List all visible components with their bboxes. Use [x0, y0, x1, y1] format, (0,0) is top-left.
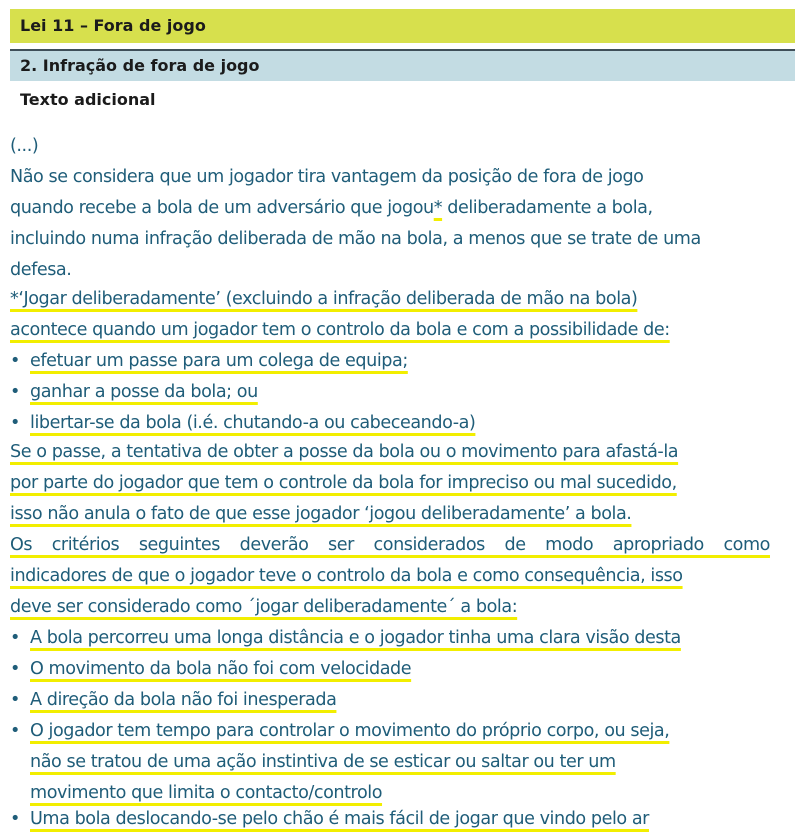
para1-text: deliberadamente a bola,: [442, 198, 653, 218]
para3-text: deve ser considerado como ´jogar deliberadamente´ a bola:: [10, 597, 518, 617]
para2-line: [10, 468, 677, 499]
bullet-icon: •: [10, 351, 20, 371]
bullet-icon: •: [10, 809, 20, 829]
para2-line: [10, 499, 631, 530]
list-item-text: A bola percorreu uma longa distância e o jogador tinha uma clara visão desta: [30, 628, 681, 648]
bullet-icon: •: [10, 690, 20, 710]
bullet-icon: •: [10, 721, 20, 741]
bullet-icon: •: [10, 382, 20, 402]
list-item-continuation: [10, 747, 616, 778]
bullet-icon: •: [10, 659, 20, 679]
list-item-text: ganhar a posse da bola; ou: [30, 382, 258, 402]
list-item: [10, 377, 258, 408]
list-item-text: A direção da bola não foi inesperada: [30, 690, 337, 710]
para1-line: incluindo numa infração deliberada de mão na bola, a menos que se trate de uma: [10, 229, 701, 249]
list-item: [10, 654, 411, 685]
list-item-text: Uma bola deslocando-se pelo chão é mais fácil de jogar que vindo pelo ar: [30, 809, 649, 829]
para3-text: Os critérios seguintes deverão ser considerados de modo apropriado como: [10, 535, 770, 555]
list-item: [10, 716, 669, 747]
definition-line: [10, 315, 670, 346]
para2-text: por parte do jogador que tem o controle da bola for impreciso ou mal sucedido,: [10, 473, 677, 493]
section-title: 2. Infração de fora de jogo: [20, 56, 260, 75]
definition-line: [10, 284, 637, 315]
list-item: [10, 408, 475, 439]
definition-text: *‘Jogar deliberadamente’ (excluindo a infração deliberada de mão na bola): [10, 289, 638, 309]
law-title-band: [10, 9, 795, 43]
list-item-text: O jogador tem tempo para controlar o movimento do próprio corpo, ou seja,: [30, 721, 670, 741]
list-item-text: libertar-se da bola (i.é. chutando-a ou cabeceando-a): [30, 413, 476, 433]
ellipsis: (...): [10, 136, 39, 156]
para1-line: [10, 193, 653, 224]
para1-line: defesa.: [10, 260, 72, 280]
sub-title-band: [10, 85, 795, 115]
bullet-icon: •: [10, 413, 20, 433]
list-item-text: efetuar um passe para um colega de equipa;: [30, 351, 408, 371]
para2-line: [10, 437, 678, 468]
list-item: [10, 623, 681, 654]
document-page: [10, 9, 795, 115]
list-item-text: não se tratou de uma ação instintiva de se esticar ou saltar ou ter um: [30, 752, 616, 772]
list-item: [10, 685, 336, 716]
footnote-marker: *: [433, 198, 443, 218]
para2-text: Se o passe, a tentativa de obter a posse da bola ou o movimento para afastá-la: [10, 442, 679, 462]
para3-line: [10, 592, 517, 623]
para1-line: Não se considera que um jogador tira vantagem da posição de fora de jogo: [10, 167, 644, 187]
list-item-text: movimento que limita o contacto/controlo: [30, 783, 383, 803]
section-title-band: [10, 49, 795, 81]
list-item-text: O movimento da bola não foi com velocidade: [30, 659, 412, 679]
law-title: Lei 11 – Fora de jogo: [20, 16, 206, 35]
definition-text: acontece quando um jogador tem o controlo da bola e com a possibilidade de:: [10, 320, 670, 340]
para3-line: [10, 561, 683, 592]
bullet-icon: •: [10, 628, 20, 648]
list-item: [10, 804, 649, 835]
para1-text: quando recebe a bola de um adversário que jogou: [10, 198, 434, 218]
para3-text: indicadores de que o jogador teve o controlo da bola e como consequência, isso: [10, 566, 683, 586]
para3-line: [10, 530, 770, 561]
list-item: [10, 346, 408, 377]
para2-text: isso não anula o fato de que esse jogador ‘jogou deliberadamente’ a bola.: [10, 504, 632, 524]
sub-title: Texto adicional: [20, 90, 156, 109]
